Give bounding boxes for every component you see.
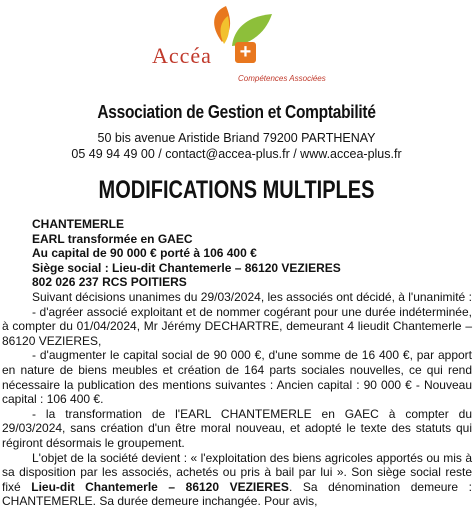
- organization-address: 50 bis avenue Aristide Briand 79200 PARTHENAY: [97, 131, 376, 145]
- notice-object: [2, 451, 472, 509]
- company-seat: Siège social : Lieu-dit Chantemerle – 86120 VEZIERES: [32, 260, 341, 275]
- logo-name: Accéa: [152, 43, 212, 68]
- logo-plus: +: [235, 42, 256, 63]
- logo-tagline: Compétences Associées: [238, 74, 326, 83]
- accea-logo: [150, 6, 326, 88]
- company-name: CHANTEMERLE: [32, 217, 124, 231]
- organization-contact: 05 49 94 49 00 / contact@accea-plus.fr / www.accea-plus.fr: [71, 147, 402, 161]
- notice-item-3: - la transformation de l'EARL CHANTEMERLE en GAEC à compter du 29/03/2024, sans création d'un être moral nouveau, et adopté le texte des statuts qui régiront désormais le groupement.: [2, 406, 472, 450]
- object-text-end: . Sa dénomination demeure : CHANTEMERLE. Sa durée demeure inchangée. Pour avis,: [2, 479, 472, 509]
- notice-item-2: - d'augmenter le capital social de 90 000 €, d'une somme de 16 400 €, par apport en nature de biens meubles et création de 164 parts sociales nouvelles, ce qui rend nécessaire la publication des mentions suivantes : Ancien capital : 90 000 € - Nouveau capital : 106 400 €.: [2, 348, 472, 407]
- company-capital: Au capital de 90 000 € porté à 106 400 €: [32, 246, 257, 261]
- organization-name: Association de Gestion et Comptabilité: [97, 102, 376, 122]
- notice-item-1: - d'agréer associé exploitant et de nommer cogérant pour une durée indéterminée, à compter du 01/04/2024, Mr Jérémy DECHARTRE, demeurant 4 lieudit Chantemerle – 86120 VEZIERES,: [2, 304, 472, 348]
- company-rcs: 802 026 237 RCS POITIERS: [32, 275, 187, 290]
- notice-intro: Suivant décisions unanimes du 29/03/2024, les associés ont décidé, à l'unanimité :: [32, 289, 472, 304]
- object-seat: Lieu-dit Chantemerle – 86120 VEZIERES: [31, 479, 289, 494]
- object-text-start: L'objet de la société devient : « l'exploitation des biens agricoles apportés ou mis à sa disposition par les associés, achetés ou pris à bail par lui ». Son siège social reste fixé: [2, 450, 472, 494]
- legal-notice: [2, 217, 472, 509]
- page-title: MODIFICATIONS MULTIPLES: [98, 176, 375, 204]
- company-form: EARL transformée en GAEC: [32, 231, 193, 246]
